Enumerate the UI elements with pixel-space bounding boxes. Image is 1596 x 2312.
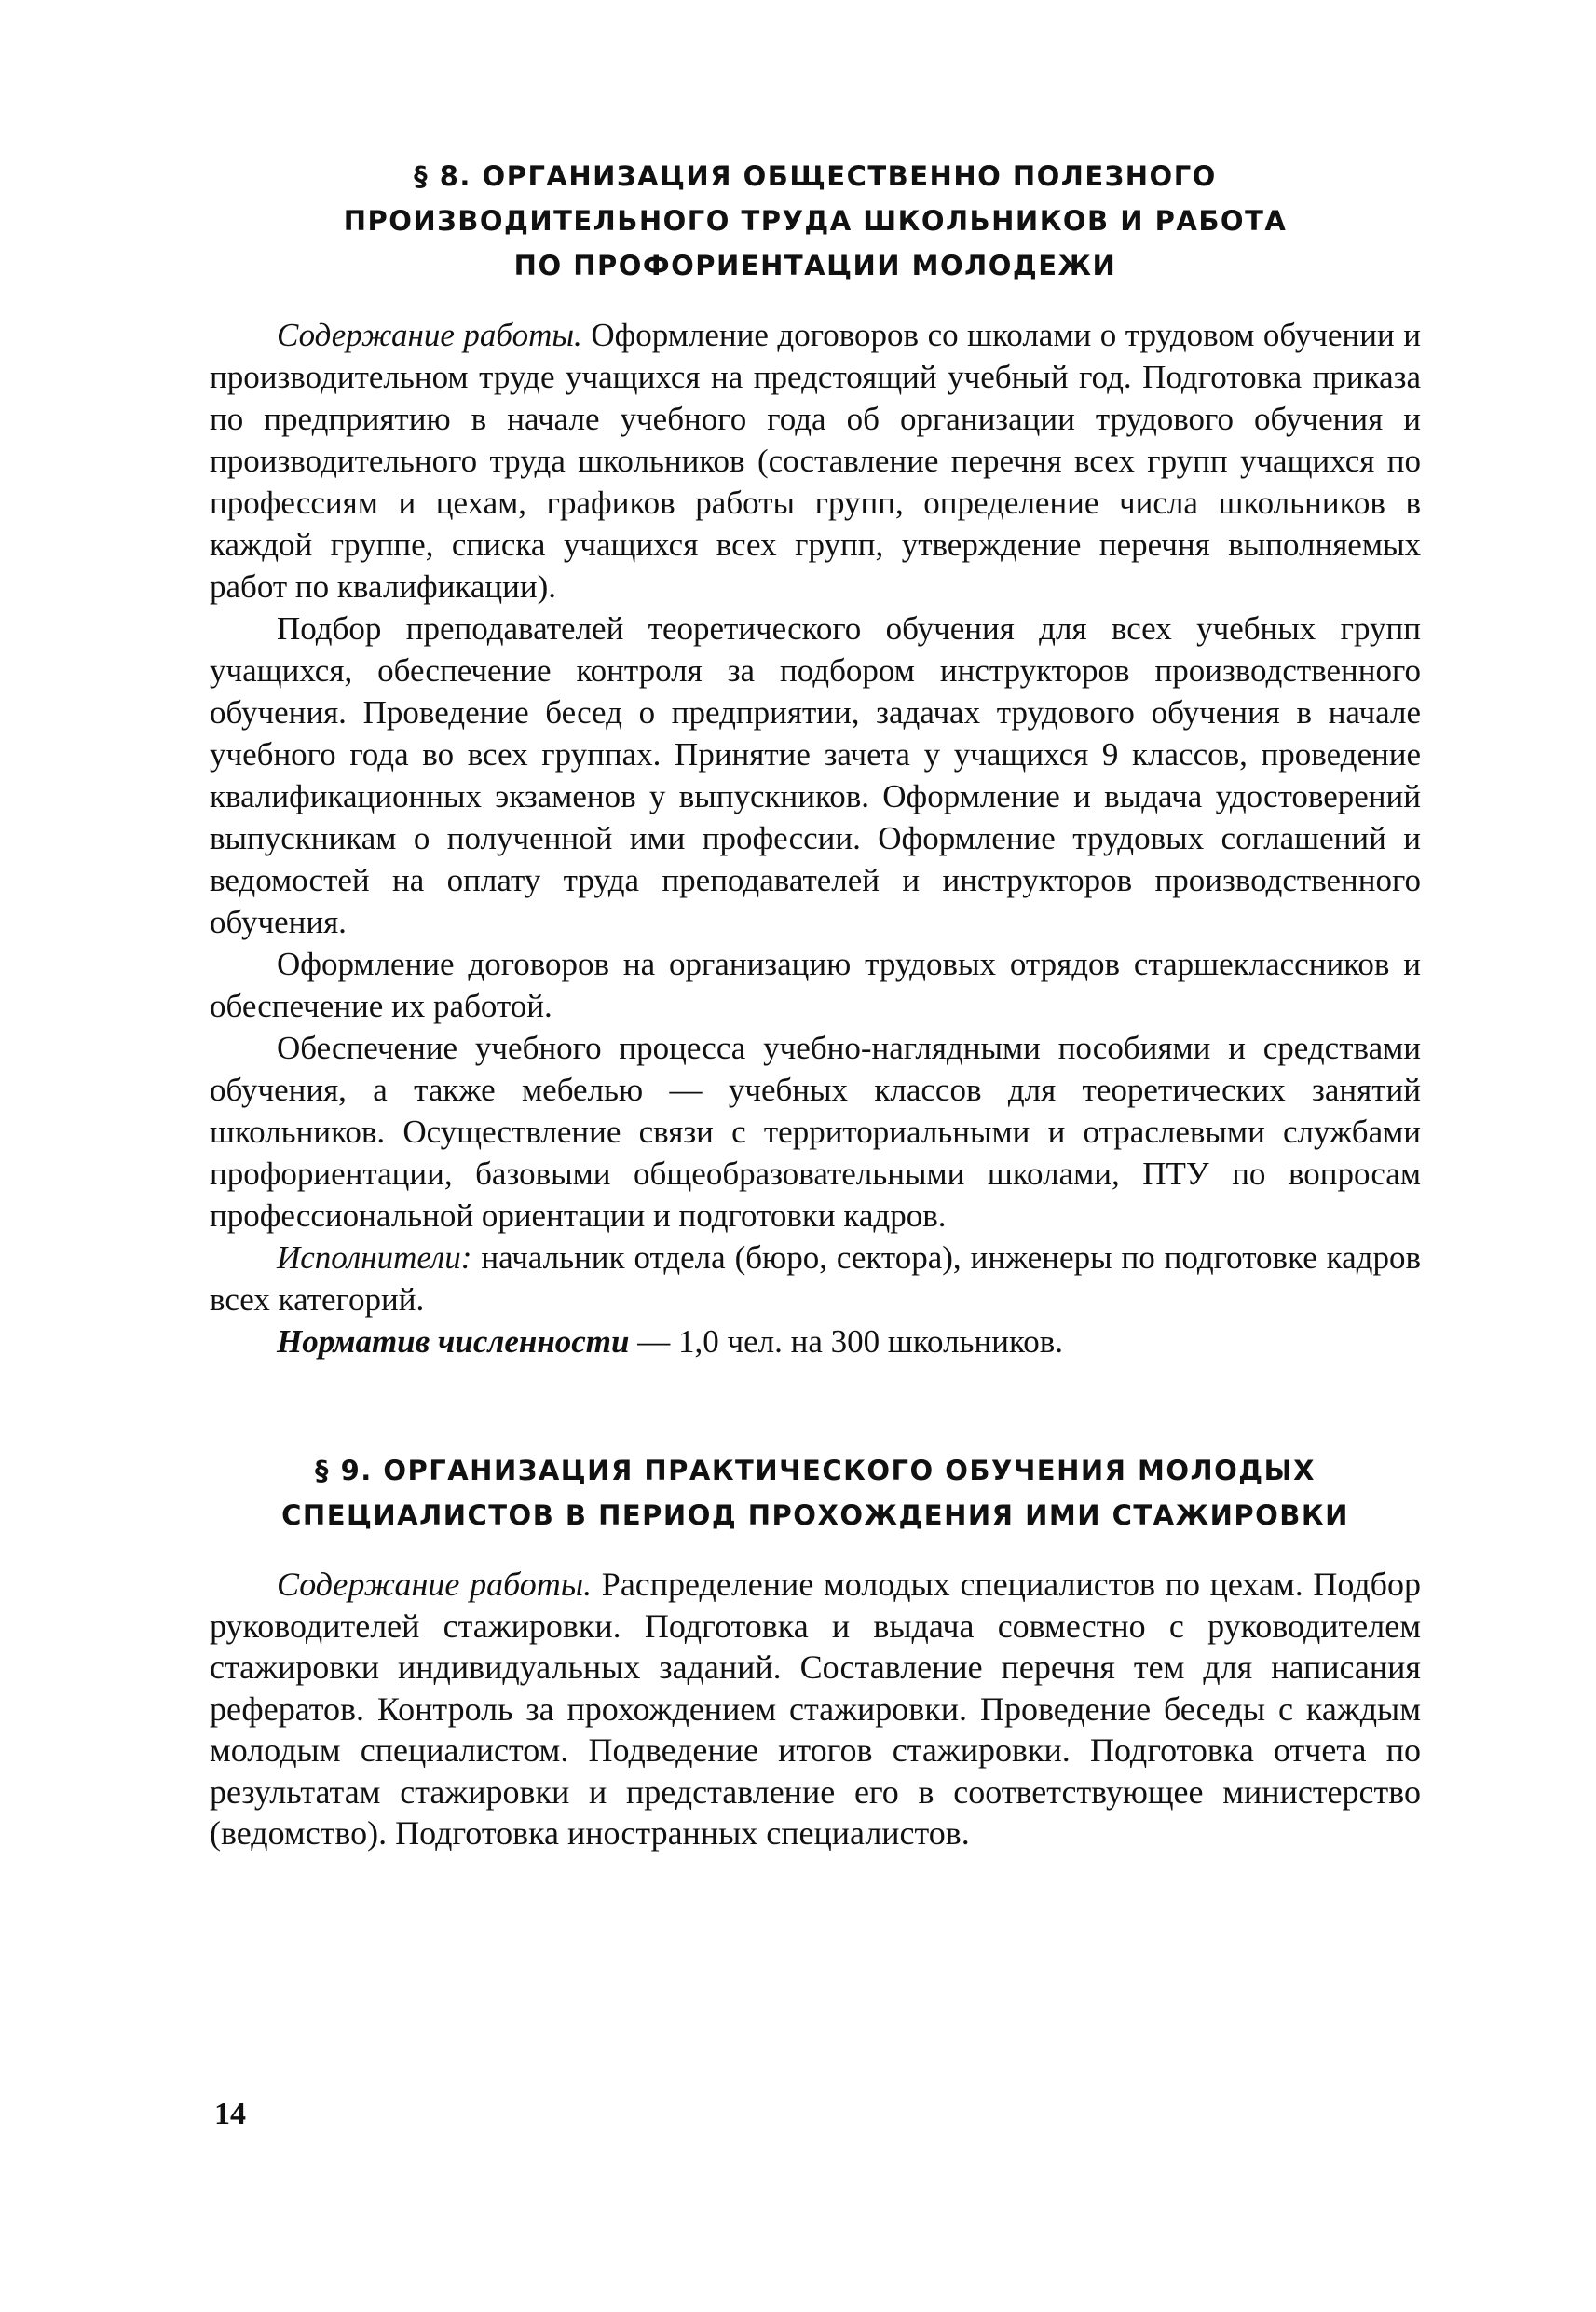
section-8-executors bbox=[210, 1237, 1421, 1320]
content-label: Содержание работы. bbox=[277, 317, 582, 353]
section-8-content-paragraph bbox=[210, 314, 1421, 608]
content-label: Содержание работы. bbox=[277, 1566, 593, 1603]
page-number: 14 bbox=[214, 2097, 246, 2131]
section-9-content-paragraph bbox=[210, 1564, 1421, 1854]
section-8-heading-line-1: § 8. ОРГАНИЗАЦИЯ ОБЩЕСТВЕННО ПОЛЕЗНОГО bbox=[414, 160, 1217, 192]
content-text: Распределение молодых специалистов по цехам. Подбор руководителей стажировки. Подготовка и выдача совместно с руководителем стажировки индивидуальных заданий. Составление перечня тем для написания рефератов. Контроль за прохождением стажировки. Проведение беседы с каждым молодым специалистом. Подведение итогов стажировки. Подготовка отчета по результатам стажировки и представление его в соответствующее министерство (ведомство). Подготовка иностранных специалистов. bbox=[210, 1566, 1422, 1852]
executors-label: Исполнители: bbox=[277, 1239, 472, 1276]
section-9-heading bbox=[210, 1448, 1421, 1538]
section-9-body bbox=[210, 1564, 1421, 1854]
section-8-paragraph-2: Подбор преподавателей теоретического обучения для всех учебных групп учащихся, обеспечение контроля за подбором инструкторов производственного обучения. Проведение бесед о предприятии, задачах трудового обучения в начале учебного года во всех группах. Принятие зачета у учащихся 9 классов, проведение квалификационных экзаменов у выпускников. Оформление и выдача удостоверений выпускникам о полученной ими профессии. Оформление трудовых соглашений и ведомостей на оплату труда преподавателей и инструкторов производственного обучения. bbox=[210, 610, 1421, 940]
section-8-paragraph-4: Обеспечение учебного процесса учебно-наглядными пособиями и средствами обучения, а также мебелью — учебных классов для теоретических занятий школьников. Осуществление связи с территориальными и отраслевыми службами профориентации, базовыми общеобразовательными школами, ПТУ по вопросам профессиональной ориентации и подготовки кадров. bbox=[210, 1030, 1421, 1234]
section-8-heading-line-3: ПО ПРОФОРИЕНТАЦИИ МОЛОДЕЖИ bbox=[513, 250, 1117, 281]
section-8-staff-norm bbox=[210, 1320, 1421, 1362]
section-8-body bbox=[210, 314, 1421, 1362]
section-8-heading bbox=[210, 154, 1421, 288]
section-9-heading-line-1: § 9. ОРГАНИЗАЦИЯ ПРАКТИЧЕСКОГО ОБУЧЕНИЯ МОЛОДЫХ bbox=[314, 1455, 1316, 1486]
section-8-heading-line-2: ПРОИЗВОДИТЕЛЬНОГО ТРУДА ШКОЛЬНИКОВ И РАБОТА bbox=[343, 205, 1288, 237]
section-8-paragraph-3: Оформление договоров на организацию трудовых отрядов старшеклассников и обеспечение их работой. bbox=[210, 946, 1421, 1024]
content-text: Оформление договоров со школами о трудовом обучении и производительном труде учащихся на предстоящий учебный год. Подготовка приказа по предприятию в начале учебного года об организации трудового обучения и производительного труда школьников (составление перечня всех групп учащихся по профессиям и цехам, графиков работы групп, определение числа школьников в каждой группе, списка учащихся всех групп, утверждение перечня выполняемых работ по квалификации). bbox=[210, 317, 1421, 605]
norm-text: — 1,0 чел. на 300 школьников. bbox=[629, 1323, 1063, 1360]
norm-label: Норматив численности bbox=[277, 1323, 630, 1360]
section-9-heading-line-2: СПЕЦИАЛИСТОВ В ПЕРИОД ПРОХОЖДЕНИЯ ИМИ СТАЖИРОВКИ bbox=[281, 1499, 1349, 1531]
book-page bbox=[210, 149, 1421, 1854]
executors-text: начальник отдела (бюро, сектора), инженеры по подготовке кадров всех категорий. bbox=[210, 1239, 1421, 1318]
